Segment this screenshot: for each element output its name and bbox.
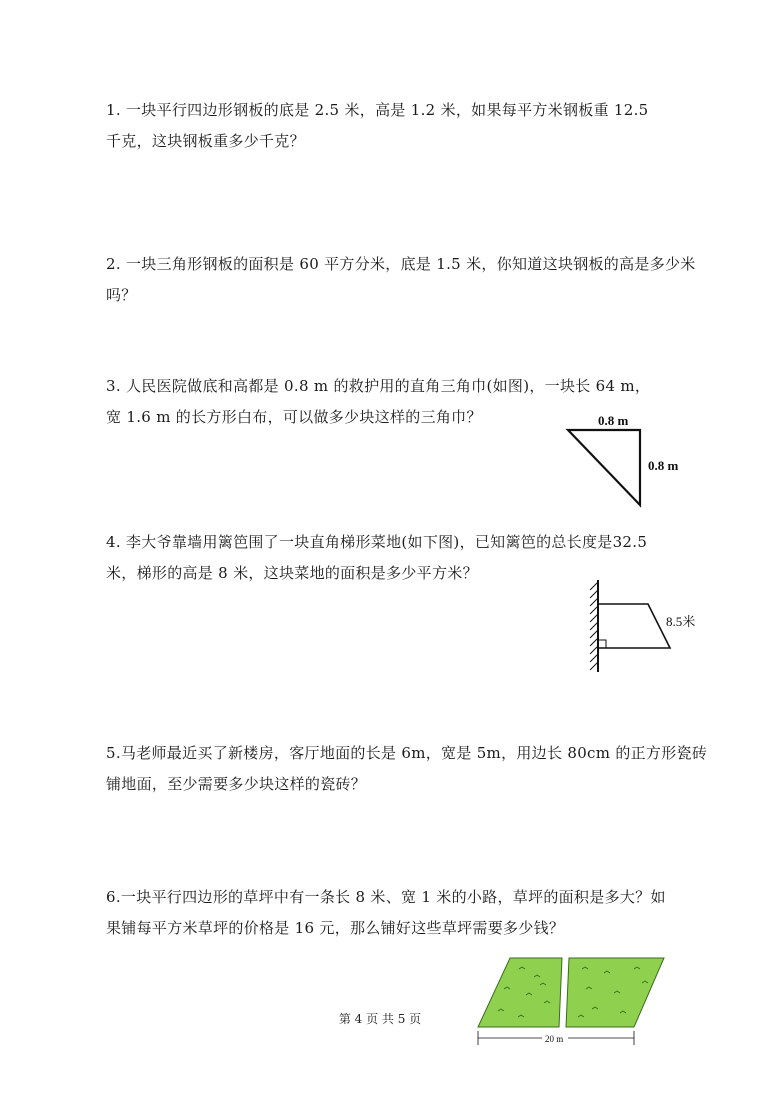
question-5 — [106, 738, 707, 800]
right-angle-mark — [598, 640, 606, 648]
right-triangle-shape — [568, 430, 640, 505]
question-1-line-2: 千克，这块钢板重多少千克？ — [106, 132, 305, 150]
lawn-base-label: 20 m — [545, 1034, 564, 1044]
question-4 — [106, 527, 647, 589]
lawn-figure — [474, 955, 704, 1050]
question-2-line-2: 吗？ — [106, 286, 137, 304]
trapezoid-shape — [598, 604, 670, 648]
question-5-line-1: 5.马老师最近买了新楼房，客厅地面的长是 6m，宽是 5m，用边长 80cm 的正方形瓷砖 — [106, 744, 708, 762]
triangle-top-label: 0.8 m — [598, 413, 629, 428]
question-3-line-1: 3. 人民医院做底和高都是 0.8 m 的救护用的直角三角巾(如图)，一块长 64 m， — [106, 377, 651, 395]
trapezoid-figure — [584, 578, 714, 676]
question-6-line-2: 果铺每平方米草坪的价格是 16 元，那么铺好这些草坪需要多少钱？ — [106, 919, 565, 937]
question-2 — [106, 249, 696, 311]
triangle-side-label: 0.8 m — [648, 458, 679, 473]
page-footer: 第 4 页 共 5 页 — [338, 1012, 422, 1026]
question-1 — [106, 95, 649, 157]
question-3-line-2: 宽 1.6 m 的长方形白布，可以做多少块这样的三角巾？ — [106, 408, 482, 426]
question-1-line-1: 1. 一块平行四边形钢板的底是 2.5 米，高是 1.2 米，如果每平方米钢板重 12.5 — [106, 101, 649, 119]
question-2-line-1: 2. 一块三角形钢板的面积是 60 平方分米，底是 1.5 米，你知道这块钢板的高是多少米 — [106, 255, 696, 273]
trapezoid-side-label: 8.5米 — [666, 614, 696, 629]
question-4-line-1: 4. 李大爷靠墙用篱笆围了一块直角梯形菜地(如下图)，已知篱笆的总长度是32.5 — [106, 533, 648, 551]
question-6-line-1: 6.一块平行四边形的草坪中有一条长 8 米、宽 1 米的小路，草坪的面积是多大？如 — [106, 888, 666, 906]
question-5-line-2: 铺地面，至少需要多少块这样的瓷砖？ — [106, 775, 367, 793]
question-6 — [106, 882, 666, 944]
wall-hatch — [590, 582, 598, 670]
question-4-line-2: 米，梯形的高是 8 米，这块菜地的面积是多少平方米？ — [106, 564, 478, 582]
right-triangle-figure — [560, 408, 700, 513]
